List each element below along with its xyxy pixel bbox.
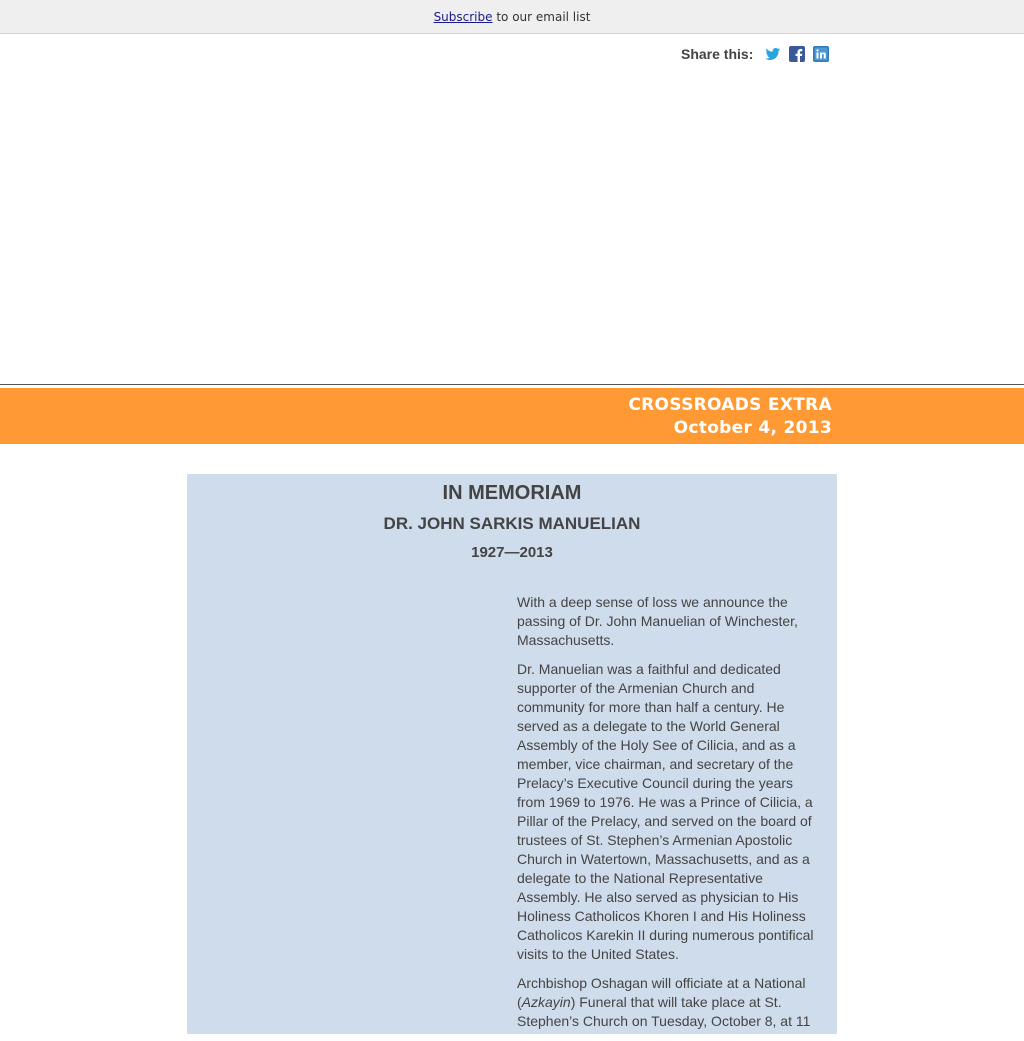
subscribe-text: to our email list [492, 10, 591, 24]
subscribe-link[interactable]: Subscribe [433, 10, 493, 24]
banner-text [628, 394, 832, 440]
memorial-years: 1927—2013 [471, 544, 553, 561]
header-divider [0, 384, 1024, 385]
newsletter-banner [0, 388, 1024, 444]
memorial-paragraph-3 [517, 974, 823, 1031]
paragraph-3-end: ) Funeral that will take place at St. Stephen’s Church on Tuesday, October 8, at 11 [517, 994, 811, 1029]
share-bar [681, 44, 837, 64]
memorial-body [517, 593, 823, 1041]
share-label: Share this: [681, 46, 754, 62]
memorial-name: DR. JOHN SARKIS MANUELIAN [383, 514, 641, 533]
twitter-icon[interactable] [765, 46, 781, 62]
memorial-panel [187, 474, 837, 1034]
paragraph-3-italic: Azkayin [521, 994, 571, 1010]
paragraph-3-start: Archbishop Oshagan will officiate at a National ( [517, 975, 806, 1010]
memorial-heading: IN MEMORIAM [442, 482, 582, 504]
banner-date: October 4, 2013 [673, 418, 832, 438]
subscribe-bar [0, 0, 1024, 34]
memorial-paragraph-1: With a deep sense of loss we announce the passing of Dr. John Manuelian of Winchester, Massachusetts. [517, 594, 798, 648]
memorial-paragraph-2: Dr. Manuelian was a faithful and dedicated supporter of the Armenian Church and community for more than half a century. He served as a delegate to the World General Assembly of the Holy See of Cilicia, and as a member, vice chairman, and secretary of the Prelacy’s Executive Council during the years from 1969 to 1976. He was a Prince of Cilicia, a Pillar of the Prelacy, and served on the board of trustees of St. Stephen’s Armenian Apostolic Church in Watertown, Massachusetts, and as a delegate to the National Representative Assembly. He also served as physician to His Holiness Catholicos Khoren I and His Holiness Catholicos Karekin II during numerous pontifical visits to the United States. [517, 661, 814, 962]
linkedin-icon[interactable] [813, 46, 829, 62]
facebook-icon[interactable] [789, 46, 805, 62]
banner-title: CROSSROADS EXTRA [628, 395, 832, 415]
